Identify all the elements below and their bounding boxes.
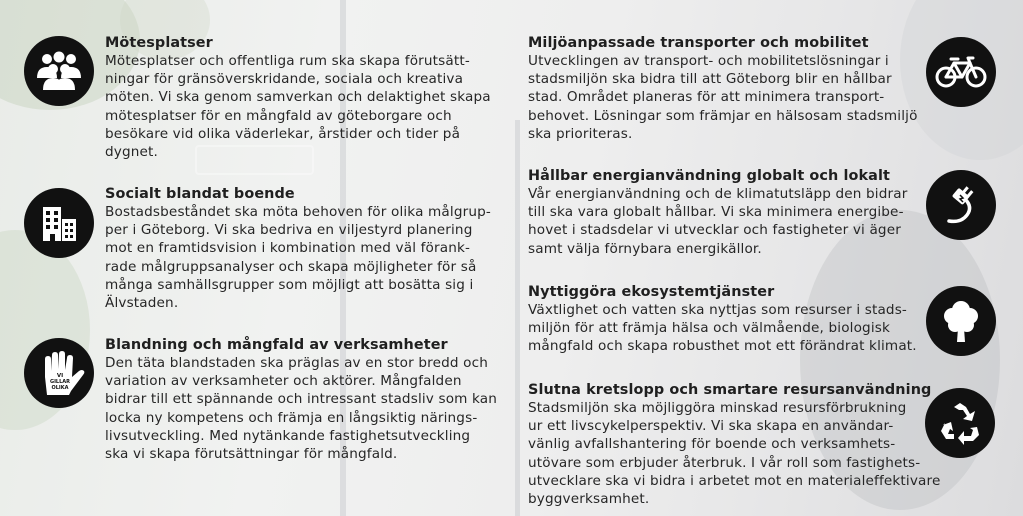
section-slutna-kretslopp — [528, 381, 940, 508]
hand-text: OLIKA — [51, 385, 69, 391]
body-line: Mötesplatser och offentliga rum ska skapa förutsätt- — [105, 53, 470, 69]
body-line: ur ett livscykelperspektiv. Vi ska skapa en användar- — [528, 418, 894, 435]
background-pole — [515, 120, 520, 516]
body-line: stad. Området planeras för att minimera transport- — [528, 89, 885, 106]
section-title: Nyttiggöra ekosystemtjänster — [528, 284, 775, 300]
body-line: utvecklare ska vi bidra i arbetet mot en materialeffektivare — [528, 472, 941, 489]
body-line: ska vi skapa förutsättningar för mångfald. — [105, 446, 398, 463]
body-line: Vår energianvändning och de klimatutsläpp den bidrar — [528, 186, 908, 202]
body-line: behovet. Lösningar som främjar en hälsosam stadsmiljö — [528, 107, 918, 124]
body-line: många samhällsgrupper som möjligt att bosätta sig i — [105, 276, 474, 293]
body-line: rade målgruppsanalyser och skapa möjligheter för så — [105, 258, 477, 275]
body-line: mångfald och skapa robusthet mot ett förändrat klimat. — [528, 338, 917, 355]
body-line: mot en framtidsvision i kombination med väl förank- — [105, 240, 471, 257]
section-title: Blandning och mångfald av verksamheter — [105, 337, 448, 353]
body-line: Älvstaden. — [105, 295, 179, 312]
bicycle-icon — [926, 37, 996, 107]
section-motesplatser — [105, 34, 491, 161]
body-line: variation av verksamheter och aktörer. Mångfalden — [105, 373, 462, 390]
body-line: per i Göteborg. Vi ska bedriva en viljestyrd planering — [105, 222, 473, 239]
body-line: samt välja förnybara energikällor. — [528, 240, 762, 257]
body-line: till ska vara globalt hållbar. Vi ska minimera energibe- — [528, 204, 904, 221]
buildings-icon — [24, 188, 94, 258]
hand-text: VI — [56, 373, 64, 379]
section-socialt-blandat-boende — [105, 185, 491, 312]
hand-text: GILLAR — [49, 379, 71, 385]
body-line: Utvecklingen av transport- och mobilitetslösningar i — [528, 53, 889, 69]
body-line: ska prioriteras. — [528, 125, 633, 142]
body-line: livsutveckling. Med nytänkande fastighetsutveckling — [105, 427, 471, 444]
section-hallbar-energianvandning — [528, 167, 907, 258]
tree-icon — [926, 286, 996, 356]
body-line: bidrar till ett spännande och intressant stadsliv som kan — [105, 391, 498, 408]
body-line: mötesplatser för en mångfald av göteborgare och — [105, 107, 452, 124]
body-line: vänlig avfallshantering för boende och verksamhets- — [528, 436, 896, 453]
section-blandning-och-mangfald — [105, 336, 497, 463]
section-nyttiggora-ekosystemtjanster — [528, 283, 917, 356]
section-title: Slutna kretslopp och smartare resursanvändning — [528, 382, 932, 398]
body-line: utövare som erbjuder återbruk. I vår roll som fastighets- — [528, 454, 921, 471]
body-line: stadsmiljön ska bidra till att Göteborg blir en hållbar — [528, 71, 892, 88]
body-line: ningar för gränsöverskridande, sociala och kreativa — [105, 71, 464, 88]
body-line: locka ny kompetens och främja en långsiktig närings- — [105, 409, 478, 426]
section-title: Mötesplatser — [105, 35, 213, 51]
body-line: byggverksamhet. — [528, 491, 650, 508]
body-line: möten. Vi ska genom samverkan och delaktighet skapa — [105, 89, 491, 106]
body-line: Växtlighet och vatten ska nyttjas som resurser i stads- — [528, 302, 907, 318]
section-title: Socialt blandat boende — [105, 186, 295, 202]
section-miljoanpassade-transporter — [528, 34, 918, 143]
body-line: Den täta blandstaden ska präglas av en stor bredd och — [105, 355, 488, 371]
body-line: Stadsmiljön ska möjliggöra minskad resursförbrukning — [528, 400, 907, 416]
section-title: Hållbar energianvändning globalt och lokalt — [528, 168, 890, 184]
section-title: Miljöanpassade transporter och mobilitet — [528, 35, 869, 51]
body-line: besökare vid olika väderlekar, årstider och tider på — [105, 125, 461, 142]
body-line: hovet i stadsdelar vi utvecklar och fastigheter vi äger — [528, 222, 901, 239]
body-line: miljön för att främja hälsa och välmående, biologisk — [528, 320, 891, 337]
body-line: Bostadsbeståndet ska möta behoven för olika målgrup- — [105, 204, 491, 220]
body-line: dygnet. — [105, 144, 158, 161]
recycle-icon — [925, 388, 995, 458]
hand-icon — [24, 338, 94, 408]
power-plug-icon — [926, 170, 996, 240]
people-group-icon — [24, 36, 94, 106]
